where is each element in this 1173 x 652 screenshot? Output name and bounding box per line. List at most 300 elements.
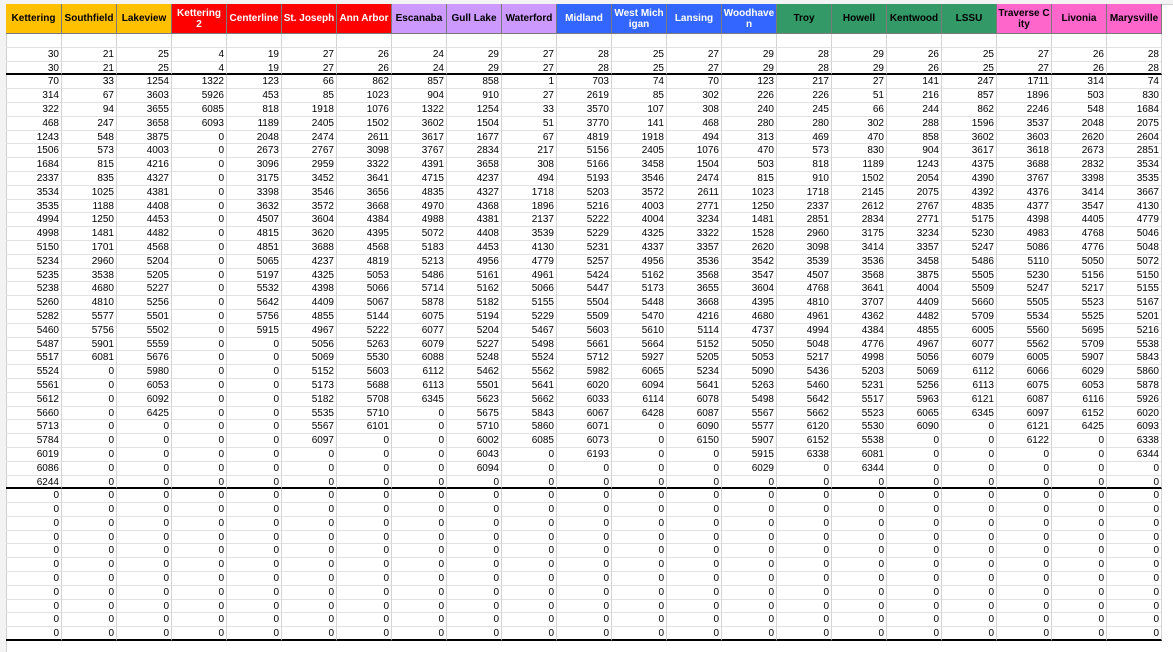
table-cell[interactable]: 2767 <box>282 144 337 158</box>
table-cell[interactable]: 0 <box>447 503 502 517</box>
table-cell[interactable]: 0 <box>6 517 62 531</box>
table-cell[interactable]: 0 <box>557 503 612 517</box>
table-cell[interactable]: 0 <box>1052 544 1107 558</box>
table-cell[interactable]: 4680 <box>62 282 117 296</box>
table-cell[interactable]: 4994 <box>6 213 62 227</box>
table-cell[interactable]: 3604 <box>722 282 777 296</box>
table-cell[interactable]: 0 <box>172 131 227 145</box>
table-cell[interactable]: 5448 <box>612 296 667 310</box>
table-cell[interactable]: 6081 <box>832 448 887 462</box>
table-cell[interactable]: 0 <box>337 448 392 462</box>
table-cell[interactable]: 5664 <box>612 338 667 352</box>
table-cell[interactable]: 5980 <box>117 365 172 379</box>
table-cell[interactable]: 0 <box>172 393 227 407</box>
table-cell[interactable]: 0 <box>722 544 777 558</box>
blank-cell[interactable] <box>777 34 832 48</box>
table-cell[interactable]: 3632 <box>227 200 282 214</box>
table-cell[interactable]: 3875 <box>887 269 942 283</box>
blank-cell[interactable] <box>6 34 62 48</box>
table-cell[interactable]: 0 <box>62 531 117 545</box>
table-cell[interactable]: 0 <box>612 503 667 517</box>
table-cell[interactable]: 0 <box>172 434 227 448</box>
table-cell[interactable]: 0 <box>6 627 62 641</box>
table-cell[interactable]: 0 <box>282 544 337 558</box>
table-cell[interactable]: 0 <box>337 600 392 614</box>
table-cell[interactable]: 0 <box>777 531 832 545</box>
table-cell[interactable]: 4327 <box>117 172 172 186</box>
table-cell[interactable]: 4130 <box>502 241 557 255</box>
table-cell[interactable]: 5203 <box>557 186 612 200</box>
table-cell[interactable]: 0 <box>667 503 722 517</box>
table-cell[interactable]: 0 <box>227 393 282 407</box>
table-cell[interactable]: 0 <box>832 600 887 614</box>
table-cell[interactable]: 5227 <box>117 282 172 296</box>
table-cell[interactable]: 27 <box>282 48 337 62</box>
table-cell[interactable]: 1023 <box>337 89 392 103</box>
table-cell[interactable]: 6073 <box>557 434 612 448</box>
table-cell[interactable]: 70 <box>6 75 62 89</box>
table-cell[interactable]: 0 <box>6 572 62 586</box>
table-cell[interactable]: 0 <box>337 531 392 545</box>
table-cell[interactable]: 5603 <box>337 365 392 379</box>
table-cell[interactable]: 6152 <box>777 434 832 448</box>
table-cell[interactable]: 4325 <box>612 227 667 241</box>
table-cell[interactable]: 5577 <box>722 420 777 434</box>
table-cell[interactable]: 33 <box>62 75 117 89</box>
table-cell[interactable]: 4398 <box>282 282 337 296</box>
table-cell[interactable]: 5562 <box>997 338 1052 352</box>
table-cell[interactable]: 0 <box>117 586 172 600</box>
table-cell[interactable]: 0 <box>447 613 502 627</box>
table-cell[interactable]: 0 <box>6 613 62 627</box>
table-cell[interactable]: 67 <box>502 131 557 145</box>
table-cell[interactable]: 5756 <box>227 310 282 324</box>
table-cell[interactable]: 0 <box>172 489 227 503</box>
table-cell[interactable]: 0 <box>777 462 832 476</box>
table-cell[interactable]: 0 <box>887 476 942 490</box>
table-cell[interactable]: 3658 <box>447 158 502 172</box>
table-cell[interactable]: 6116 <box>1052 393 1107 407</box>
table-cell[interactable]: 1711 <box>997 75 1052 89</box>
table-cell[interactable]: 0 <box>392 517 447 531</box>
table-cell[interactable]: 573 <box>777 144 832 158</box>
table-cell[interactable]: 3568 <box>667 269 722 283</box>
table-cell[interactable]: 5517 <box>6 351 62 365</box>
table-cell[interactable]: 0 <box>557 558 612 572</box>
table-cell[interactable]: 0 <box>227 407 282 421</box>
table-cell[interactable]: 5610 <box>612 324 667 338</box>
table-cell[interactable]: 0 <box>282 517 337 531</box>
table-cell[interactable]: 27 <box>997 62 1052 76</box>
table-cell[interactable]: 6097 <box>997 407 1052 421</box>
table-cell[interactable]: 5843 <box>1107 351 1162 365</box>
table-cell[interactable]: 3458 <box>887 255 942 269</box>
table-cell[interactable]: 0 <box>667 489 722 503</box>
table-cell[interactable]: 4390 <box>942 172 997 186</box>
table-cell[interactable]: 0 <box>6 544 62 558</box>
table-cell[interactable]: 0 <box>612 572 667 586</box>
table-cell[interactable]: 4004 <box>612 213 667 227</box>
table-cell[interactable]: 0 <box>612 462 667 476</box>
table-cell[interactable]: 0 <box>887 558 942 572</box>
table-cell[interactable]: 4395 <box>337 227 392 241</box>
table-cell[interactable]: 3770 <box>557 117 612 131</box>
table-cell[interactable]: 0 <box>227 420 282 434</box>
table-cell[interactable]: 0 <box>777 558 832 572</box>
table-cell[interactable]: 2851 <box>1107 144 1162 158</box>
table-cell[interactable]: 0 <box>6 489 62 503</box>
table-cell[interactable]: 2767 <box>887 200 942 214</box>
table-cell[interactable]: 0 <box>282 503 337 517</box>
table-cell[interactable]: 0 <box>227 462 282 476</box>
table-cell[interactable]: 19 <box>227 62 282 76</box>
table-cell[interactable]: 6053 <box>117 379 172 393</box>
table-cell[interactable]: 5213 <box>392 255 447 269</box>
table-cell[interactable]: 5231 <box>832 379 887 393</box>
column-header-kettering-2[interactable]: Kettering 2 <box>172 4 227 34</box>
table-cell[interactable]: 0 <box>172 531 227 545</box>
blank-cell[interactable] <box>667 34 722 48</box>
table-cell[interactable]: 0 <box>62 572 117 586</box>
blank-cell[interactable] <box>1052 34 1107 48</box>
table-cell[interactable]: 0 <box>832 476 887 490</box>
table-cell[interactable]: 1504 <box>447 117 502 131</box>
table-cell[interactable]: 244 <box>887 103 942 117</box>
table-cell[interactable]: 28 <box>1107 48 1162 62</box>
table-cell[interactable]: 4362 <box>832 310 887 324</box>
table-cell[interactable]: 1023 <box>722 186 777 200</box>
table-cell[interactable]: 5642 <box>777 393 832 407</box>
table-cell[interactable]: 0 <box>62 558 117 572</box>
table-cell[interactable]: 5048 <box>777 338 832 352</box>
table-cell[interactable]: 0 <box>887 544 942 558</box>
table-cell[interactable]: 0 <box>117 434 172 448</box>
table-cell[interactable]: 2619 <box>557 89 612 103</box>
table-cell[interactable]: 1677 <box>447 131 502 145</box>
table-cell[interactable]: 0 <box>172 351 227 365</box>
table-cell[interactable]: 1188 <box>62 200 117 214</box>
table-cell[interactable]: 0 <box>172 241 227 255</box>
table-cell[interactable]: 30 <box>6 48 62 62</box>
table-cell[interactable]: 0 <box>392 420 447 434</box>
table-cell[interactable]: 5201 <box>1107 310 1162 324</box>
table-cell[interactable]: 1243 <box>6 131 62 145</box>
table-cell[interactable]: 302 <box>832 117 887 131</box>
table-cell[interactable]: 1076 <box>667 144 722 158</box>
table-cell[interactable]: 0 <box>117 462 172 476</box>
table-cell[interactable]: 4237 <box>447 172 502 186</box>
table-cell[interactable]: 25 <box>117 62 172 76</box>
table-cell[interactable]: 4737 <box>722 324 777 338</box>
table-cell[interactable]: 226 <box>722 89 777 103</box>
table-cell[interactable]: 0 <box>1052 489 1107 503</box>
table-cell[interactable]: 280 <box>777 117 832 131</box>
table-cell[interactable]: 0 <box>282 572 337 586</box>
table-cell[interactable]: 1684 <box>1107 103 1162 117</box>
table-cell[interactable]: 27 <box>997 48 1052 62</box>
table-cell[interactable]: 3620 <box>282 227 337 241</box>
table-cell[interactable]: 280 <box>722 117 777 131</box>
table-cell[interactable]: 6093 <box>1107 420 1162 434</box>
table-cell[interactable]: 3175 <box>832 227 887 241</box>
table-cell[interactable]: 3547 <box>1052 200 1107 214</box>
table-cell[interactable]: 6086 <box>6 462 62 476</box>
table-cell[interactable]: 5048 <box>1107 241 1162 255</box>
table-cell[interactable]: 5562 <box>502 365 557 379</box>
table-cell[interactable]: 5538 <box>832 434 887 448</box>
table-cell[interactable]: 0 <box>392 586 447 600</box>
table-cell[interactable]: 835 <box>62 172 117 186</box>
table-cell[interactable]: 0 <box>667 462 722 476</box>
table-cell[interactable]: 0 <box>502 462 557 476</box>
table-cell[interactable]: 1502 <box>337 117 392 131</box>
table-cell[interactable]: 0 <box>557 531 612 545</box>
table-cell[interactable]: 0 <box>172 462 227 476</box>
table-cell[interactable]: 6067 <box>557 407 612 421</box>
table-cell[interactable]: 3535 <box>1107 172 1162 186</box>
table-cell[interactable]: 858 <box>887 131 942 145</box>
table-cell[interactable]: 5907 <box>722 434 777 448</box>
table-cell[interactable]: 0 <box>172 158 227 172</box>
table-cell[interactable]: 5086 <box>997 241 1052 255</box>
table-cell[interactable]: 5525 <box>1052 310 1107 324</box>
table-cell[interactable]: 3536 <box>667 255 722 269</box>
table-cell[interactable]: 0 <box>447 627 502 641</box>
table-cell[interactable]: 5524 <box>502 351 557 365</box>
table-cell[interactable]: 0 <box>62 503 117 517</box>
table-cell[interactable]: 0 <box>557 462 612 476</box>
table-cell[interactable]: 247 <box>62 117 117 131</box>
table-cell[interactable]: 33 <box>502 103 557 117</box>
table-cell[interactable]: 4970 <box>392 200 447 214</box>
table-cell[interactable]: 0 <box>1107 586 1162 600</box>
table-cell[interactable]: 0 <box>62 544 117 558</box>
table-cell[interactable]: 226 <box>777 89 832 103</box>
table-cell[interactable]: 3538 <box>62 269 117 283</box>
table-cell[interactable]: 6113 <box>942 379 997 393</box>
blank-cell[interactable] <box>62 34 117 48</box>
table-cell[interactable]: 0 <box>392 558 447 572</box>
table-cell[interactable]: 6193 <box>557 448 612 462</box>
table-cell[interactable]: 0 <box>117 600 172 614</box>
table-cell[interactable]: 3357 <box>667 241 722 255</box>
column-header-gull-lake[interactable]: Gull Lake <box>447 4 502 34</box>
table-cell[interactable]: 0 <box>392 489 447 503</box>
table-cell[interactable]: 5502 <box>117 324 172 338</box>
table-cell[interactable]: 2246 <box>997 103 1052 117</box>
table-cell[interactable]: 0 <box>997 476 1052 490</box>
table-cell[interactable]: 0 <box>722 613 777 627</box>
table-cell[interactable]: 0 <box>997 586 1052 600</box>
table-cell[interactable]: 3875 <box>117 131 172 145</box>
table-cell[interactable]: 857 <box>942 89 997 103</box>
table-cell[interactable]: 6043 <box>447 448 502 462</box>
table-cell[interactable]: 0 <box>612 434 667 448</box>
table-cell[interactable]: 5509 <box>557 310 612 324</box>
table-cell[interactable]: 27 <box>502 62 557 76</box>
table-cell[interactable]: 1 <box>502 75 557 89</box>
table-cell[interactable]: 5194 <box>447 310 502 324</box>
table-cell[interactable]: 4507 <box>227 213 282 227</box>
table-cell[interactable]: 85 <box>282 89 337 103</box>
table-cell[interactable]: 503 <box>722 158 777 172</box>
table-cell[interactable]: 0 <box>722 531 777 545</box>
table-cell[interactable]: 5234 <box>6 255 62 269</box>
table-cell[interactable]: 0 <box>117 517 172 531</box>
table-cell[interactable]: 4819 <box>337 255 392 269</box>
table-cell[interactable]: 6152 <box>1052 407 1107 421</box>
table-cell[interactable]: 815 <box>62 158 117 172</box>
table-cell[interactable]: 6114 <box>612 393 667 407</box>
table-cell[interactable]: 4988 <box>392 213 447 227</box>
table-cell[interactable]: 3537 <box>997 117 1052 131</box>
column-header-troy[interactable]: Troy <box>777 4 832 34</box>
table-cell[interactable]: 3175 <box>227 172 282 186</box>
table-cell[interactable]: 3546 <box>612 172 667 186</box>
table-cell[interactable]: 0 <box>612 613 667 627</box>
table-cell[interactable]: 0 <box>447 517 502 531</box>
table-cell[interactable]: 0 <box>612 600 667 614</box>
table-cell[interactable]: 1506 <box>6 144 62 158</box>
table-cell[interactable]: 453 <box>227 89 282 103</box>
table-cell[interactable]: 5915 <box>722 448 777 462</box>
table-cell[interactable]: 6428 <box>612 407 667 421</box>
table-cell[interactable]: 0 <box>1107 503 1162 517</box>
table-cell[interactable]: 3098 <box>337 144 392 158</box>
table-cell[interactable]: 5263 <box>722 379 777 393</box>
table-cell[interactable]: 0 <box>172 324 227 338</box>
table-cell[interactable]: 1254 <box>447 103 502 117</box>
table-cell[interactable]: 0 <box>227 489 282 503</box>
table-cell[interactable]: 0 <box>447 531 502 545</box>
table-cell[interactable]: 1596 <box>942 117 997 131</box>
table-cell[interactable]: 6425 <box>117 407 172 421</box>
table-cell[interactable]: 0 <box>557 544 612 558</box>
table-cell[interactable]: 4779 <box>1107 213 1162 227</box>
table-cell[interactable]: 6019 <box>6 448 62 462</box>
table-cell[interactable]: 6077 <box>392 324 447 338</box>
table-cell[interactable]: 0 <box>62 379 117 393</box>
table-cell[interactable]: 74 <box>1107 75 1162 89</box>
table-cell[interactable]: 2612 <box>832 200 887 214</box>
table-cell[interactable]: 0 <box>942 517 997 531</box>
table-cell[interactable]: 314 <box>1052 75 1107 89</box>
table-cell[interactable]: 4408 <box>447 227 502 241</box>
table-cell[interactable]: 322 <box>6 103 62 117</box>
table-cell[interactable]: 141 <box>612 117 667 131</box>
blank-cell[interactable] <box>722 34 777 48</box>
table-cell[interactable]: 6101 <box>337 420 392 434</box>
table-cell[interactable]: 3535 <box>6 200 62 214</box>
table-cell[interactable]: 3414 <box>832 241 887 255</box>
table-cell[interactable]: 6029 <box>722 462 777 476</box>
table-cell[interactable]: 5623 <box>447 393 502 407</box>
table-cell[interactable]: 4680 <box>722 310 777 324</box>
table-cell[interactable]: 0 <box>227 365 282 379</box>
table-cell[interactable]: 5756 <box>62 324 117 338</box>
table-cell[interactable]: 4130 <box>1107 200 1162 214</box>
table-cell[interactable]: 3568 <box>832 269 887 283</box>
table-cell[interactable]: 0 <box>667 627 722 641</box>
table-cell[interactable]: 1481 <box>722 213 777 227</box>
table-cell[interactable]: 1528 <box>722 227 777 241</box>
table-cell[interactable]: 3570 <box>557 103 612 117</box>
table-cell[interactable]: 6344 <box>1107 448 1162 462</box>
table-cell[interactable]: 5982 <box>557 365 612 379</box>
table-cell[interactable]: 5907 <box>1052 351 1107 365</box>
table-cell[interactable]: 2832 <box>1052 158 1107 172</box>
table-cell[interactable]: 4568 <box>117 241 172 255</box>
table-cell[interactable]: 0 <box>1052 531 1107 545</box>
table-cell[interactable]: 0 <box>887 462 942 476</box>
table-cell[interactable]: 4409 <box>887 296 942 310</box>
table-cell[interactable]: 2405 <box>612 144 667 158</box>
table-cell[interactable]: 1076 <box>337 103 392 117</box>
table-cell[interactable]: 5072 <box>392 227 447 241</box>
column-header-traverse-city[interactable]: Traverse City <box>997 4 1052 34</box>
table-cell[interactable]: 6020 <box>557 379 612 393</box>
table-cell[interactable]: 3357 <box>887 241 942 255</box>
table-cell[interactable]: 6077 <box>942 338 997 352</box>
table-cell[interactable]: 6065 <box>612 365 667 379</box>
table-cell[interactable]: 0 <box>612 531 667 545</box>
table-cell[interactable]: 66 <box>282 75 337 89</box>
table-cell[interactable]: 6092 <box>117 393 172 407</box>
table-cell[interactable]: 5150 <box>6 241 62 255</box>
table-cell[interactable]: 0 <box>392 531 447 545</box>
table-cell[interactable]: 6078 <box>667 393 722 407</box>
table-cell[interactable]: 0 <box>557 517 612 531</box>
table-cell[interactable]: 0 <box>227 572 282 586</box>
table-cell[interactable]: 6085 <box>502 434 557 448</box>
table-cell[interactable]: 3234 <box>887 227 942 241</box>
table-cell[interactable]: 5559 <box>117 338 172 352</box>
table-cell[interactable]: 5501 <box>117 310 172 324</box>
table-cell[interactable]: 2611 <box>667 186 722 200</box>
table-cell[interactable]: 4967 <box>282 324 337 338</box>
table-cell[interactable]: 0 <box>722 503 777 517</box>
table-cell[interactable]: 4835 <box>942 200 997 214</box>
table-cell[interactable]: 3414 <box>1052 186 1107 200</box>
column-header-centerline[interactable]: Centerline <box>227 4 282 34</box>
table-cell[interactable]: 0 <box>447 600 502 614</box>
table-cell[interactable]: 0 <box>282 448 337 462</box>
table-cell[interactable]: 4983 <box>997 227 1052 241</box>
table-cell[interactable]: 6244 <box>6 476 62 490</box>
table-cell[interactable]: 2620 <box>1052 131 1107 145</box>
table-cell[interactable]: 0 <box>667 531 722 545</box>
table-cell[interactable]: 1189 <box>832 158 887 172</box>
table-cell[interactable]: 1243 <box>887 158 942 172</box>
table-cell[interactable]: 25 <box>942 62 997 76</box>
table-cell[interactable]: 29 <box>447 62 502 76</box>
table-cell[interactable]: 217 <box>502 144 557 158</box>
table-cell[interactable]: 29 <box>832 62 887 76</box>
table-cell[interactable]: 4377 <box>997 200 1052 214</box>
table-cell[interactable]: 0 <box>172 365 227 379</box>
table-cell[interactable]: 0 <box>172 544 227 558</box>
table-cell[interactable]: 4956 <box>447 255 502 269</box>
table-cell[interactable]: 3617 <box>392 131 447 145</box>
table-cell[interactable]: 0 <box>887 517 942 531</box>
table-cell[interactable]: 0 <box>117 572 172 586</box>
table-cell[interactable]: 2474 <box>282 131 337 145</box>
table-cell[interactable]: 24 <box>392 48 447 62</box>
table-cell[interactable]: 0 <box>612 448 667 462</box>
table-cell[interactable]: 0 <box>172 448 227 462</box>
table-cell[interactable]: 5193 <box>557 172 612 186</box>
table-cell[interactable]: 0 <box>172 213 227 227</box>
